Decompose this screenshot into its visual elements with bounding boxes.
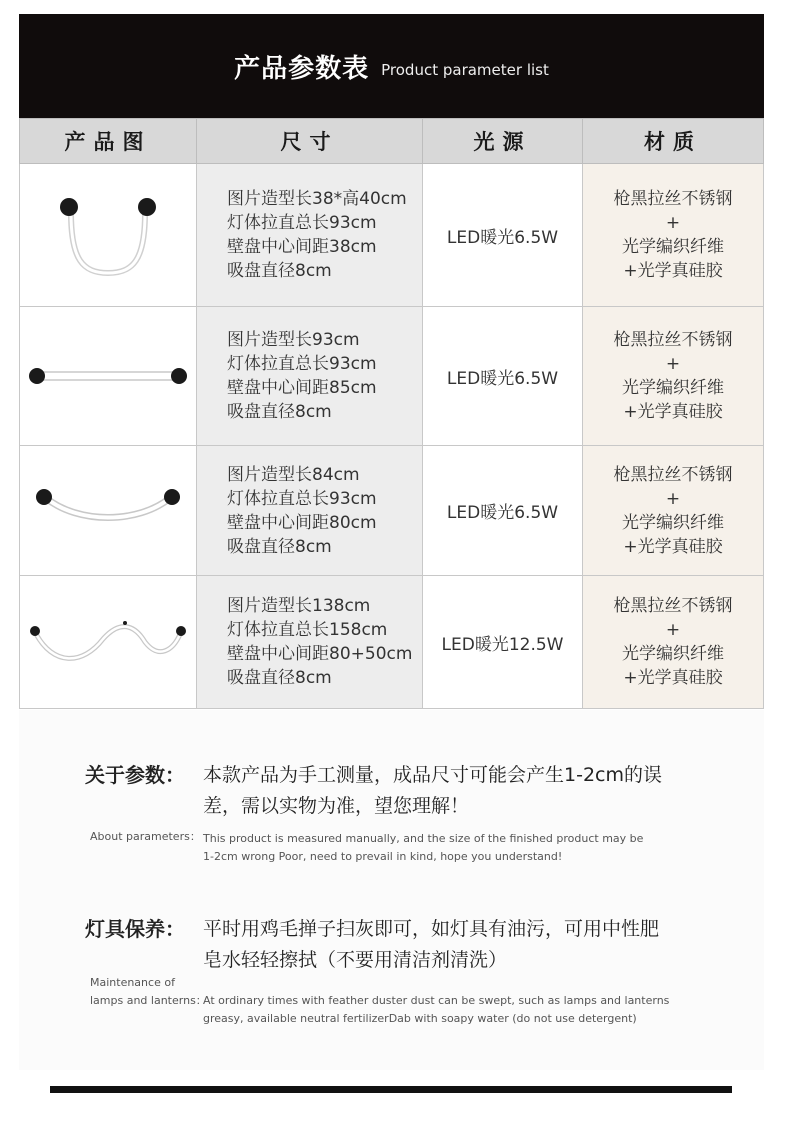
table-row <box>20 446 764 576</box>
product-image-cell <box>20 164 197 307</box>
about-text-zh: 本款产品为手工测量，成品尺寸可能会产生1-2cm的误 差，需以实物为准，望您理解！ <box>203 764 662 817</box>
table-row <box>20 576 764 709</box>
notes-section <box>19 710 764 1070</box>
header-title-en: Product parameter list <box>381 61 549 79</box>
about-text-en: This product is measured manually, and the size of the finished product may be 1-2cm wrong Poor, need to prevail in kind, hope you understand! <box>203 832 644 863</box>
table-row <box>20 307 764 446</box>
product-image-cell <box>20 446 197 576</box>
about-label-en: About parameters： <box>90 830 201 843</box>
maintenance-text-zh: 平时用鸡毛掸子扫灰即可，如灯具有油污，可用中性肥 皂水轻轻擦拭（不要用清洁剂清洗） <box>203 918 660 971</box>
col-header-image: 产品图 <box>20 119 197 164</box>
material-cell: 枪黑拉丝不锈钢 + 光学编织纤维 +光学真硅胶 <box>583 576 764 709</box>
product-image-cell <box>20 576 197 709</box>
arc-lamp-image <box>28 486 188 536</box>
maintenance-label-zh: 灯具保养： <box>85 917 185 941</box>
page-header <box>19 14 764 118</box>
parameter-table <box>19 118 764 709</box>
maintenance-label-en: Maintenance of lamps and lanterns： <box>90 976 207 1007</box>
col-header-size: 尺寸 <box>197 119 423 164</box>
table-row <box>20 164 764 307</box>
size-cell: 图片造型长84cm 灯体拉直总长93cm 壁盘中心间距80cm 吸盘直径8cm <box>197 446 423 576</box>
size-cell: 图片造型长38*高40cm 灯体拉直总长93cm 壁盘中心间距38cm 吸盘直径8cm <box>197 164 423 307</box>
material-cell: 枪黑拉丝不锈钢 + 光学编织纤维 +光学真硅胶 <box>583 164 764 307</box>
col-header-light: 光源 <box>423 119 583 164</box>
header-title-zh: 产品参数表 <box>234 53 370 84</box>
size-cell: 图片造型长138cm 灯体拉直总长158cm 壁盘中心间距80+50cm 吸盘直径8cm <box>197 576 423 709</box>
material-cell: 枪黑拉丝不锈钢 + 光学编织纤维 +光学真硅胶 <box>583 446 764 576</box>
col-header-material: 材质 <box>583 119 764 164</box>
light-cell: LED暖光12.5W <box>423 576 583 709</box>
u-shape-lamp-image <box>53 185 163 285</box>
light-cell: LED暖光6.5W <box>423 446 583 576</box>
material-cell: 枪黑拉丝不锈钢 + 光学编织纤维 +光学真硅胶 <box>583 307 764 446</box>
light-cell: LED暖光6.5W <box>423 164 583 307</box>
size-cell: 图片造型长93cm 灯体拉直总长93cm 壁盘中心间距85cm 吸盘直径8cm <box>197 307 423 446</box>
footer-divider <box>50 1086 732 1093</box>
product-image-cell <box>20 307 197 446</box>
wave-lamp-image <box>23 617 193 667</box>
straight-lamp-image <box>23 361 193 391</box>
light-cell: LED暖光6.5W <box>423 307 583 446</box>
maintenance-text-en: At ordinary times with feather duster dust can be swept, such as lamps and lanterns greasy, available neutral fertilizerDab with soapy water (do not use detergent) <box>203 994 670 1025</box>
about-label-zh: 关于参数： <box>85 763 185 787</box>
